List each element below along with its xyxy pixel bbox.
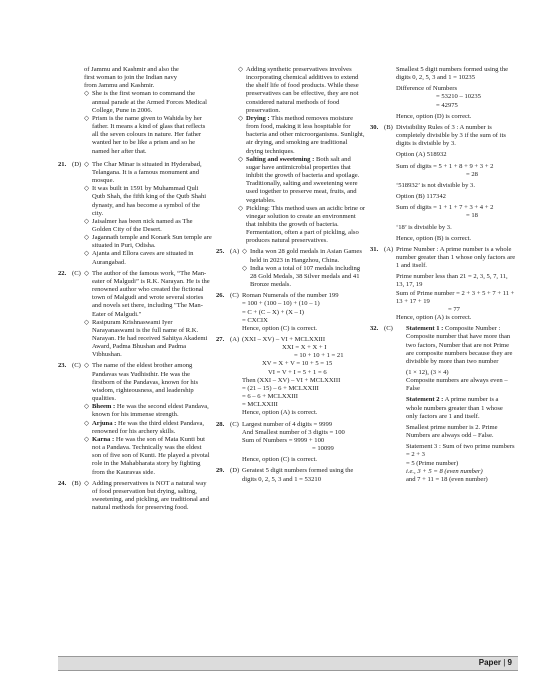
question-21: 21. (D) ◇ The Char Minar is situated in Hyderabad, Telangana. It is a famous monument and mosque. ◇ It was built in 1591 by Muhammad Quli Qutb Shah, the fifth king of the Qutb Shahi dynasty, and has become a symbol of the city. ◇ Jaisalmer has been nick named as The Golden City of the Desert. ◇ Jagannath temple and Konark Sun temple are situated in Puri, Odisha. ◇ Ajanta and Ellora caves are situated in Aurangabad. (58, 160, 212, 266)
column-2: ◇ Adding synthetic preservatives involves incorporating chemical additives to extend the shelf life of food products. While these preservatives can be effective, they are not considered natural methods of food preservation. ◇ Drying : This method removes moisture from food, making it less hospitable for bacteria and other microorganisms. Sunlight, air drying, and smoking are traditional drying techniques. ◇ Salting and sweetening : Both salt and sugar have antimicrobial properties that inhibit the growth of bacteria and spoilage. Traditionally, salting and sweetening were used together to preserve meat, fruits, and vegetables. ◇ Pickling: This method uses an acidic brine or vinegar solution to create an environment that inhibits the growth of bacteria. Fermentation, often a part of pickling, also produces natural preservatives. 25. (A) ◇ India won 28 gold medals in Asian Games held in 2023 in Hangzhou, China. ◇ India won a total of 107 medals including 28 Gold Medals, 38 Silver medals and 41 Bronze medals. 26. (C) Roman Numerals of the number 199 = 100 + (100 – 10) + (10 – 1) = C + (C – X) + (X – I) = CXCIX Hence, option (C) is correct. 27. (A) (XXI – XV) – VI + MCLXXIII XXI = X + X + I = 10 + 10 + 1 = 21 XV = X + V = 10 + 5 = 15 VI = V + I = 5 + 1 = 6 Then (XXI – XV) – VI + MCLXXIII = (21 – 15) – 6 + MCLXXIII = 6 – 6 + MCLXXIII = MCLXXIII Hence, option (A) is correct. 28. (C) Largest number of 4 digits = 9999 And Smallest number of 3 digits = 100 Sum of Numbers = 9999 + 100 = 10099 Hence, option (C) is correct. 29. (D) Geratest 5 digit numbers formed using the digits 0, 2, 5, 3 and 1 = 53210 (216, 66, 366, 483)
diamond-bullet-icon: ◇ (238, 66, 244, 73)
diamond-bullet-icon: ◇ (242, 264, 248, 272)
question-30: 30. (B) Divisibility Rules of 3 : A number is completely divisible by 3 if the sum of its digits is divisible by 3. Option (A) 518932 Sum of digits = 5 + 1 + 8 + 9 + 3 + 2 = 28 ‘518932’ is not divisible by 3. Option (B) 117342 Sum of digits = 1 + 1 + 7 + 3 + 4 + 2 = 18 ‘18’ is divisible by 3. Hence, option (B) is correct. (370, 123, 506, 242)
question-25: 25. (A) ◇ India won 28 gold medals in Asian Games held in 2023 in Hangzhou, China. ◇ India won a total of 107 medals including 28 Gold Medals, 38 Silver medals and 41 Bronze medals. (216, 248, 362, 289)
text-line: first woman to join the Indian navy (84, 74, 178, 82)
column-3: Smallest 5 digit numbers formed using the digits 0, 2, 5, 3 and 1 = 10235 Difference of Numbers = 53210 – 10235 = 42975 Hence, option (D) is correct. 30. (B) Divisibility Rules of 3 : A number is completely divisible by 3 if the sum of its digits is divisible by 3. Option (A) 518932 Sum of digits = 5 + 1 + 8 + 9 + 3 + 2 = 28 ‘518932’ is not divisible by 3. Option (B) 117342 Sum of digits = 1 + 1 + 7 + 3 + 4 + 2 = 18 ‘18’ is divisible by 3. Hence, option (B) is correct. 31. (A) Prime Number : A prime number is a whole number greater than 1 whose only factors are 1 and itself. Prime number less than 21 = 2, 3, 5, 7, 11, 13, 17, 19 Sum of Prime number = 2 + 3 + 5 + 7 + 11 + 13 + 17 + 19 = 77 Hence, option (A) is correct. 32. (C) Statement 1 : Composite Number : Composite number that have more than two factors, Number that are not Prime are composite numbers because they are divisible by more than two number (1 × 12), (3 × 4) Composite numbers are always even – False Statement 2 : A prime number is a whole numbers greater than 1 whose only factors are 1 and itself. Smallest prime number is 2. Prime Numbers are always odd – False. Statement 3 : Sum of two prime numbers = 2 + 3 = 5 (Prime number) i.e., 3 + 5 = 8 (even number) and 7 + 11 = 18 (even number) (370, 66, 516, 483)
diamond-bullet-icon: ◇ (84, 114, 90, 122)
diamond-bullet-icon: ◇ (84, 419, 90, 427)
question-27: 27. (A) (XXI – XV) – VI + MCLXXIII XXI = X + X + I = 10 + 10 + 1 = 21 XV = X + V = 10 + 5 = 15 VI = V + I = 5 + 1 = 6 Then (XXI – XV) – VI + MCLXXIII = (21 – 15) – 6 + MCLXXIII = 6 – 6 + MCLXXIII = MCLXXIII Hence, option (A) is correct. (216, 336, 344, 417)
question-23: 23. (C) ◇ The name of the eldest brother among Pandavas was Yudhisthir. He was the firstborn of the Pandavas, known for his wisdom, righteousness, and leadership qualities. ◇ Bheem : He was the second eldest Pandava, known for his immense strength. ◇ Arjuna : He was the third eldest Pandava, renowned for his archery skills. ◇ Karna : He was the son of Mata Kunti but not a Pandava. Technically was the eldest son of five son of Kunti. He played a pivotal role in the Mahabharata story by fighting from the Kauravas side. (58, 362, 210, 476)
diamond-bullet-icon: ◇ (242, 248, 248, 256)
question-22: 22. (C) ◇ The author of the famous work, “The Man-eater of Malgudi” is R.K. Narayan. He is the renowned author who created the fictional town of Malgudi and wrote several stories and novels set there, including "The Man-Eater of Malgudi." ◇ Rasipuram Krishnaswami Iyer Narayanaswami is the full name of R.K. Narayan. He had received Sahitya Akademi Award, Padma Bhushan and Padma Vibhushan. (58, 269, 210, 359)
diamond-bullet-icon: ◇ (84, 318, 90, 326)
text-line: of Jammu and Kashmir and also the (84, 66, 179, 73)
diamond-bullet-icon: ◇ (84, 185, 90, 193)
diamond-bullet-icon: ◇ (84, 403, 90, 411)
diamond-bullet-icon: ◇ (238, 155, 244, 163)
page-number-label: Paper | 9 (478, 658, 512, 667)
column-1 (58, 66, 212, 512)
bullet-item: ◇ She is the first woman to command the annual parade at the Armed Forces Medical College, Pune in 2006. (84, 90, 207, 114)
diamond-bullet-icon: ◇ (84, 435, 90, 443)
diamond-bullet-icon: ◇ (84, 234, 90, 242)
question-28: 28. (C) Largest number of 4 digits = 9999 And Smallest number of 3 digits = 100 Sum of Numbers = 9999 + 100 = 10099 Hence, option (C) is correct. (216, 420, 345, 464)
diamond-bullet-icon: ◇ (238, 204, 244, 212)
diamond-bullet-icon: ◇ (84, 250, 90, 258)
question-32: 32. (C) Statement 1 : Composite Number : Composite number that have more than two factors, Number that are not Prime are composite numbers because they are divisible by more than two number (1 × 12), (3 × 4) Composite numbers are always even – False Statement 2 : A prime number is a whole numbers greater than 1 whose only factors are 1 and itself. Smallest prime number is 2. Prime Numbers are always odd – False. Statement 3 : Sum of two prime numbers = 2 + 3 = 5 (Prime number) i.e., 3 + 5 = 8 (even number) and 7 + 11 = 18 (even number) (370, 325, 515, 483)
diamond-bullet-icon: ◇ (84, 479, 90, 487)
text-line: from Jammu and Kashmir. (84, 82, 155, 90)
diamond-bullet-icon: ◇ (238, 114, 244, 122)
diamond-bullet-icon: ◇ (84, 269, 90, 277)
question-31: 31. (A) Prime Number : A prime number is a whole number greater than 1 whose only factors are 1 and itself. Prime number less than 21 = 2, 3, 5, 7, 11, 13, 17, 19 Sum of Prime number = 2 + 3 + 5 + 7 + 11 + 13 + 17 + 19 = 77 Hence, option (A) is correct. (370, 245, 516, 322)
question-29: 29. (D) Geratest 5 digit numbers formed using the digits 0, 2, 5, 3 and 1 = 53210 (216, 467, 354, 483)
bullet-item: ◇ Prism is the name given to Wahida by her father. It means a kind of glass that reflects all the seven colours in nature. Her father wanted her to be like a prism and so he named her after that. (84, 114, 206, 155)
diamond-bullet-icon: ◇ (84, 160, 90, 168)
page-footer (58, 656, 518, 671)
diamond-bullet-icon: ◇ (84, 90, 90, 98)
question-26: 26. (C) Roman Numerals of the number 199 = 100 + (100 – 10) + (10 – 1) = C + (C – X) + (X – I) = CXCIX Hence, option (C) is correct. (216, 292, 339, 332)
diamond-bullet-icon: ◇ (84, 217, 90, 225)
diamond-bullet-icon: ◇ (84, 362, 90, 370)
question-24: 24. (B) ◇ Adding preservatives is NOT a natural way of food preservation but drying, salting, sweetening, and pickling, are traditional and natural methods for preserving food. (58, 479, 210, 512)
